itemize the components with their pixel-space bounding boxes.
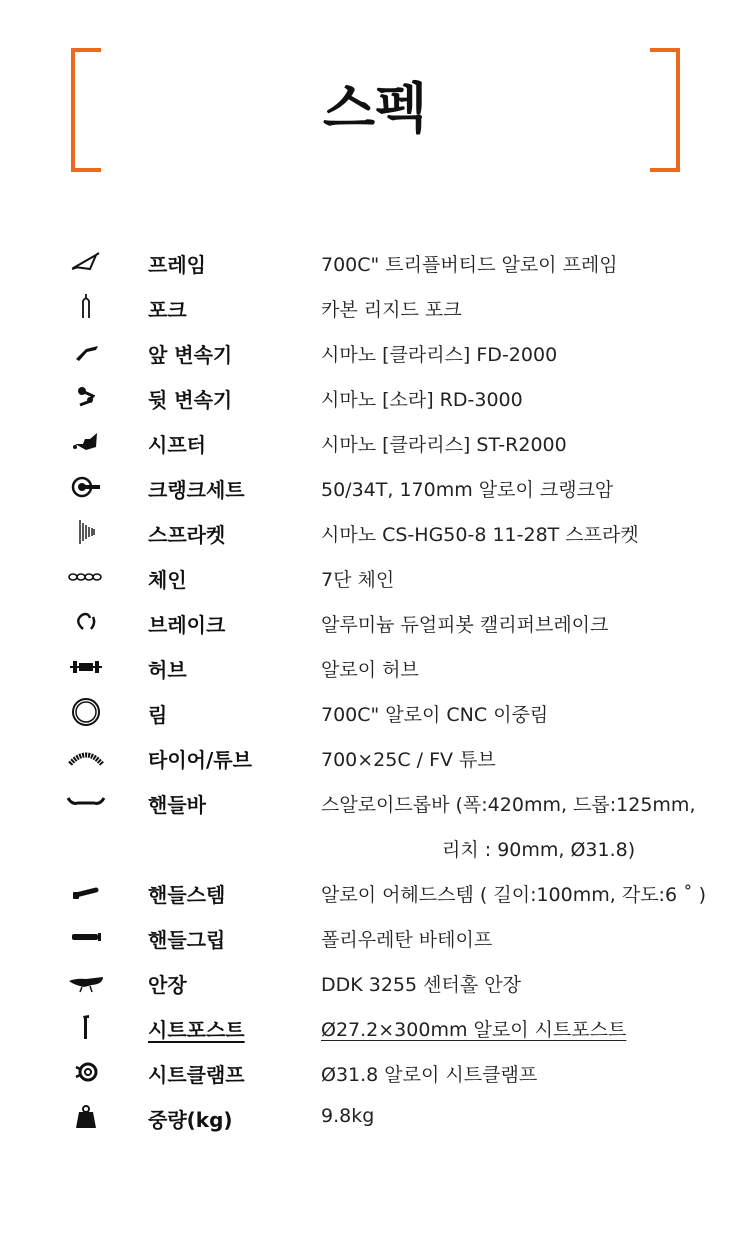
spec-label: 림: [148, 703, 168, 727]
seatpost-icon: [66, 1012, 106, 1042]
tire-icon: [66, 742, 106, 772]
spec-value: 700C" 알로이 CNC 이중림: [321, 704, 549, 726]
rim-icon: [66, 697, 106, 727]
front-derailleur-icon: [66, 337, 106, 367]
sprocket-icon: [66, 517, 106, 547]
spec-row-rim: [0, 691, 750, 736]
spec-value: 알로이 허브: [321, 659, 419, 681]
shifter-icon: [66, 427, 106, 457]
spec-value: 700×25C / FV 튜브: [321, 749, 496, 771]
weight-icon: [66, 1102, 106, 1132]
spec-label: 핸들그립: [148, 928, 226, 952]
spec-value: 스알로이드롭바 (폭:420mm, 드롭:125mm,: [321, 794, 696, 816]
spec-row-tire: [0, 736, 750, 781]
seat-clamp-icon: [66, 1057, 106, 1087]
spec-row-stem: [0, 871, 750, 916]
handlebar-icon: [66, 787, 106, 817]
spec-label: 시트포스트: [148, 1018, 245, 1042]
saddle-icon: [66, 967, 106, 997]
spec-row-hub: [0, 646, 750, 691]
spec-row-seatpost: [0, 1006, 750, 1051]
spec-value: 알루미늄 듀얼피봇 캘리퍼브레이크: [321, 614, 609, 636]
spec-row-brake: [0, 601, 750, 646]
spec-value: 7단 체인: [321, 569, 395, 591]
spec-value: Ø27.2×300mm 알로이 시트포스트: [321, 1019, 627, 1041]
spec-row-grip: [0, 916, 750, 961]
spec-label: 체인: [148, 568, 187, 592]
hub-icon: [66, 652, 106, 682]
spec-label: 앞 변속기: [148, 343, 233, 367]
spec-row-handlebar: [0, 781, 750, 871]
spec-label: 핸들스템: [148, 883, 226, 907]
spec-row-sprocket: [0, 511, 750, 556]
spec-value: 시마노 CS-HG50-8 11-28T 스프라켓: [321, 524, 639, 546]
spec-label: 시프터: [148, 433, 206, 457]
brake-icon: [66, 607, 106, 637]
chain-icon: [66, 562, 106, 592]
spec-header: [0, 0, 750, 200]
crankset-icon: [66, 472, 106, 502]
spec-label: 핸들바: [148, 793, 206, 817]
spec-value: 9.8kg: [321, 1105, 375, 1127]
spec-row-crankset: [0, 466, 750, 511]
spec-list: [0, 241, 750, 1141]
spec-label: 허브: [148, 658, 187, 682]
spec-value-continued: 리치 : 90mm, Ø31.8): [442, 839, 636, 861]
spec-row-front-derailleur: [0, 331, 750, 376]
spec-label: 포크: [148, 298, 187, 322]
spec-label: 크랭크세트: [148, 478, 245, 502]
spec-value: 시마노 [클라리스] ST-R2000: [321, 434, 567, 456]
stem-icon: [66, 877, 106, 907]
spec-row-rear-derailleur: [0, 376, 750, 421]
spec-label: 프레임: [148, 253, 206, 277]
spec-label: 안장: [148, 973, 187, 997]
spec-row-weight: [0, 1096, 750, 1141]
spec-label: 시트클램프: [148, 1063, 245, 1087]
spec-value: 알로이 어헤드스템 ( 길이:100mm, 각도:6 ˚ ): [321, 884, 707, 906]
spec-value: 시마노 [클라리스] FD-2000: [321, 344, 558, 366]
frame-icon: [66, 247, 106, 277]
spec-value: 700C" 트리플버티드 알로이 프레임: [321, 254, 618, 276]
spec-value: 폴리우레탄 바테이프: [321, 929, 493, 951]
spec-row-chain: [0, 556, 750, 601]
spec-row-frame: [0, 241, 750, 286]
spec-value: 카본 리지드 포크: [321, 299, 462, 321]
spec-row-fork: [0, 286, 750, 331]
page-title: 스펙: [322, 77, 428, 140]
spec-label: 브레이크: [148, 613, 226, 637]
spec-row-seat-clamp: [0, 1051, 750, 1096]
spec-row-saddle: [0, 961, 750, 1006]
spec-row-shifter: [0, 421, 750, 466]
spec-value: 50/34T, 170mm 알로이 크랭크암: [321, 479, 614, 501]
spec-value: 시마노 [소라] RD-3000: [321, 389, 523, 411]
spec-label: 스프라켓: [148, 523, 226, 547]
spec-label: 타이어/튜브: [148, 748, 252, 772]
rear-derailleur-icon: [66, 382, 106, 412]
spec-value: DDK 3255 센터홀 안장: [321, 974, 521, 996]
grip-icon: [66, 922, 106, 952]
spec-value: Ø31.8 알로이 시트클램프: [321, 1064, 538, 1086]
spec-label: 뒷 변속기: [148, 388, 233, 412]
fork-icon: [66, 292, 106, 322]
spec-label: 중량(kg): [148, 1108, 233, 1132]
